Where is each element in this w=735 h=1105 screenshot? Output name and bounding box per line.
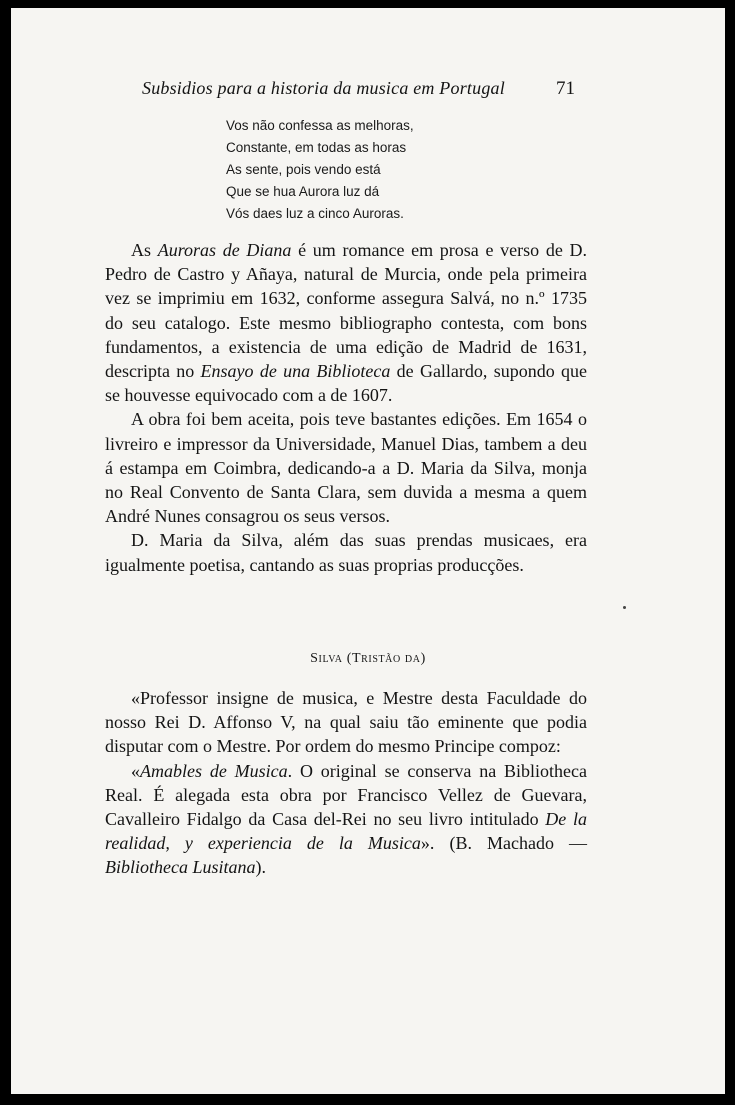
paragraph-amables: «Amables de Musica. O original se conserva na Bibliotheca Real. É alegada esta obra por Francisco Vellez de Guevara, Cavalleiro Fidalgo da Casa del-Rei no seu livro intitulado De la realidad, y experiencia de la Musica». (B. Machado — Bibliotheca Lusitana).: [105, 760, 587, 878]
book-page: [11, 8, 725, 1094]
body-text-upper: [105, 238, 587, 577]
ink-speck: [623, 606, 626, 609]
body-text-lower: [105, 686, 587, 880]
paragraph-edicoes: A obra foi bem aceita, pois teve bastantes edições. Em 1654 o livreiro e impressor da Universidade, Manuel Dias, tambem a deu á estampa em Coimbra, dedicando-a a D. Maria da Silva, monja no Real Convento de Santa Clara, sem duvida a mesma a quem André Nunes consagrou os seus versos.: [105, 409, 587, 527]
page-number: 71: [556, 78, 575, 99]
paragraph-professor: «Professor insigne de musica, e Mestre desta Faculdade do nosso Rei D. Affonso V, na qual saiu tão eminente que podia disputar com o Mestre. Por ordem do mesmo Principe compoz:: [105, 688, 587, 757]
verse-line: Que se hua Aurora luz dá: [226, 184, 380, 199]
verse-line: Constante, em todas as horas: [226, 140, 407, 155]
running-title: Subsidios para a historia da musica em Portugal: [142, 78, 505, 98]
paragraph-auroras: As Auroras de Diana é um romance em prosa e verso de D. Pedro de Castro y Añaya, natural de Murcia, onde pela primeira vez se imprimiu em 1632, conforme assegura Salvá, no n.º 1735 do seu catalogo. Este mesmo bibliographo contesta, com bons fundamentos, a existencia de uma edição de Madrid de 1631, descripta no Ensayo de una Biblioteca de Gallardo, supondo que se houvesse equivocado com a de 1607.: [105, 240, 587, 406]
verse-quote: [226, 115, 414, 225]
verse-line: Vos não confessa as melhoras,: [226, 118, 414, 133]
section-heading: Silva (Tristão da): [310, 651, 426, 666]
paragraph-maria-silva: D. Maria da Silva, além das suas prendas musicaes, era igualmente poetisa, cantando as suas proprias producções.: [105, 530, 587, 575]
verse-line: As sente, pois vendo está: [226, 162, 381, 177]
running-head: [11, 78, 725, 104]
verse-line: Vós daes luz a cinco Auroras.: [226, 206, 404, 221]
